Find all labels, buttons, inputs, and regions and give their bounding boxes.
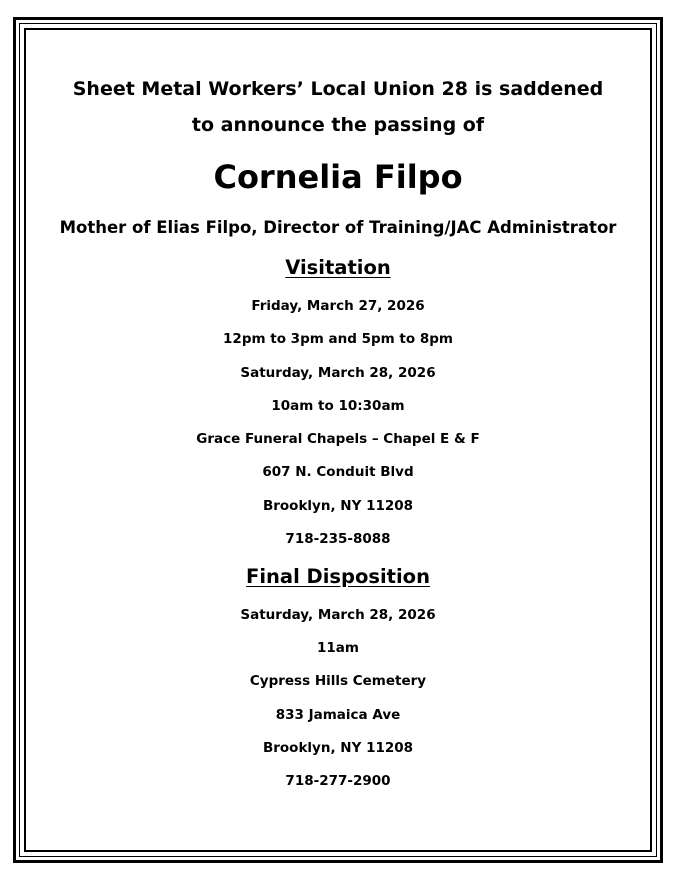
relation-line: Mother of Elias Filpo, Director of Training/JAC Administrator xyxy=(59,218,617,237)
visitation-phone: 718-235-8088 xyxy=(285,531,391,547)
visitation-venue: Grace Funeral Chapels – Chapel E & F xyxy=(196,431,480,447)
disposition-date: Saturday, March 28, 2026 xyxy=(240,607,436,623)
deceased-name: Cornelia Filpo xyxy=(213,158,463,196)
final-disposition-heading: Final Disposition xyxy=(246,565,430,588)
disposition-venue: Cypress Hills Cemetery xyxy=(249,673,427,689)
visitation-city: Brooklyn, NY 11208 xyxy=(262,498,414,514)
announcement-line-1: Sheet Metal Workers’ Local Union 28 is saddened xyxy=(72,78,604,100)
visitation-hours-2: 10am to 10:30am xyxy=(271,398,405,414)
disposition-street: 833 Jamaica Ave xyxy=(275,707,401,723)
visitation-date-2: Saturday, March 28, 2026 xyxy=(240,365,436,381)
visitation-street: 607 N. Conduit Blvd xyxy=(262,464,414,480)
visitation-heading: Visitation xyxy=(285,256,391,279)
disposition-time: 11am xyxy=(317,640,359,656)
visitation-date-1: Friday, March 27, 2026 xyxy=(251,298,425,314)
disposition-city: Brooklyn, NY 11208 xyxy=(262,740,414,756)
announcement-line-2: to announce the passing of xyxy=(191,114,485,136)
disposition-phone: 718-277-2900 xyxy=(285,773,391,789)
visitation-hours-1: 12pm to 3pm and 5pm to 8pm xyxy=(223,331,453,347)
